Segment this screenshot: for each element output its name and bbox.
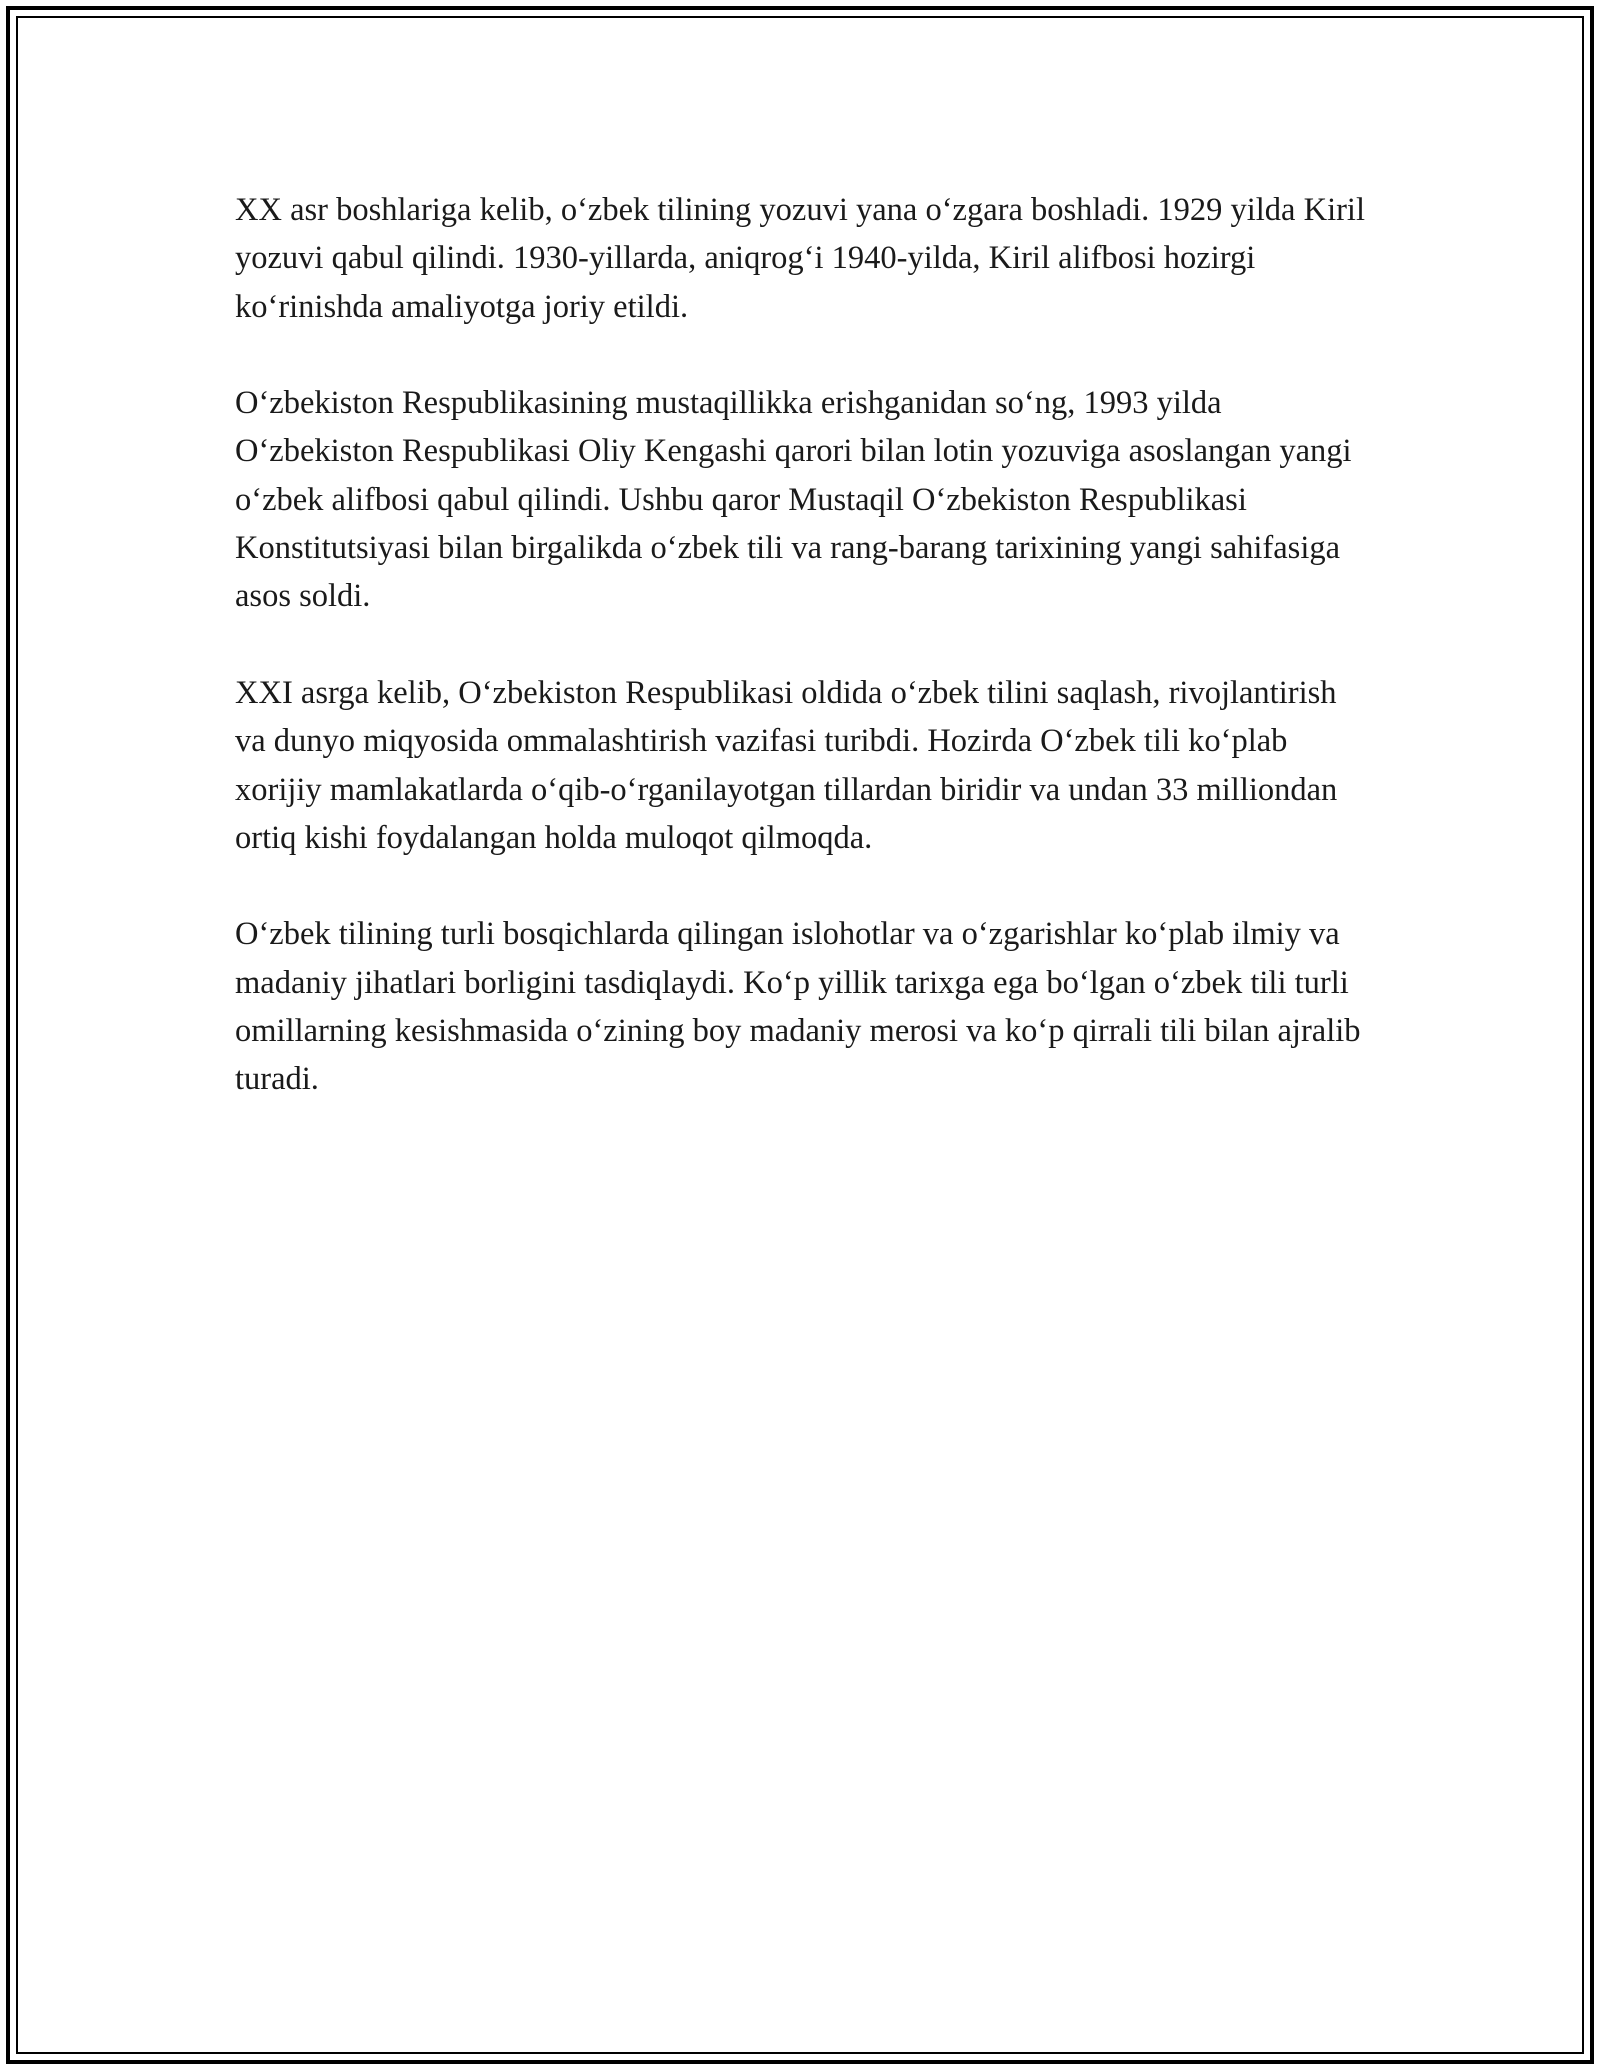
paragraph-2: Oʻzbekiston Respublikasining mustaqillikka erishganidan soʻng, 1993 yilda Oʻzbekiston Respublikasi Oliy Kengashi qarori bilan lotin yozuviga asoslangan yangi oʻzbek alifbosi qabul qilindi. Ushbu qaror Mustaqil Oʻzbekiston Respublikasi Konstitutsiyasi bilan birgalikda oʻzbek tili va rang-barang tarixining yangi sahifasiga asos soldi. bbox=[235, 385, 1352, 615]
paragraph-3: XXI asrga kelib, Oʻzbekiston Respublikasi oldida oʻzbek tilini saqlash, rivojlantirish va dunyo miqyosida ommalashtirish vazifasi turibdi. Hozirda Oʻzbek tili koʻplab xorijiy mamlakatlarda oʻqib-oʻrganilayotgan tillardan biridir va undan 33 milliondan ortiq kishi foydalangan holda muloqot qilmoqda. bbox=[235, 674, 1338, 856]
paragraph-1: XX asr boshlariga kelib, oʻzbek tilining yozuvi yana oʻzgara boshladi. 1929 yilda Kiril yozuvi qabul qilindi. 1930-yillarda, aniqrogʻi 1940-yilda, Kiril alifbosi hozirgi koʻrinishda amaliyotga joriy etildi. bbox=[235, 192, 1365, 325]
paragraph-4: Oʻzbek tilining turli bosqichlarda qilingan islohotlar va oʻzgarishlar koʻplab ilmiy va madaniy jihatlari borligini tasdiqlaydi. Koʻp yillik tarixga ega boʻlgan oʻzbek tili turli omillarning kesishmasida oʻzining boy madaniy merosi va koʻp qirrali tili bilan ajralib turadi. bbox=[235, 916, 1361, 1098]
document-body bbox=[235, 186, 1365, 1152]
